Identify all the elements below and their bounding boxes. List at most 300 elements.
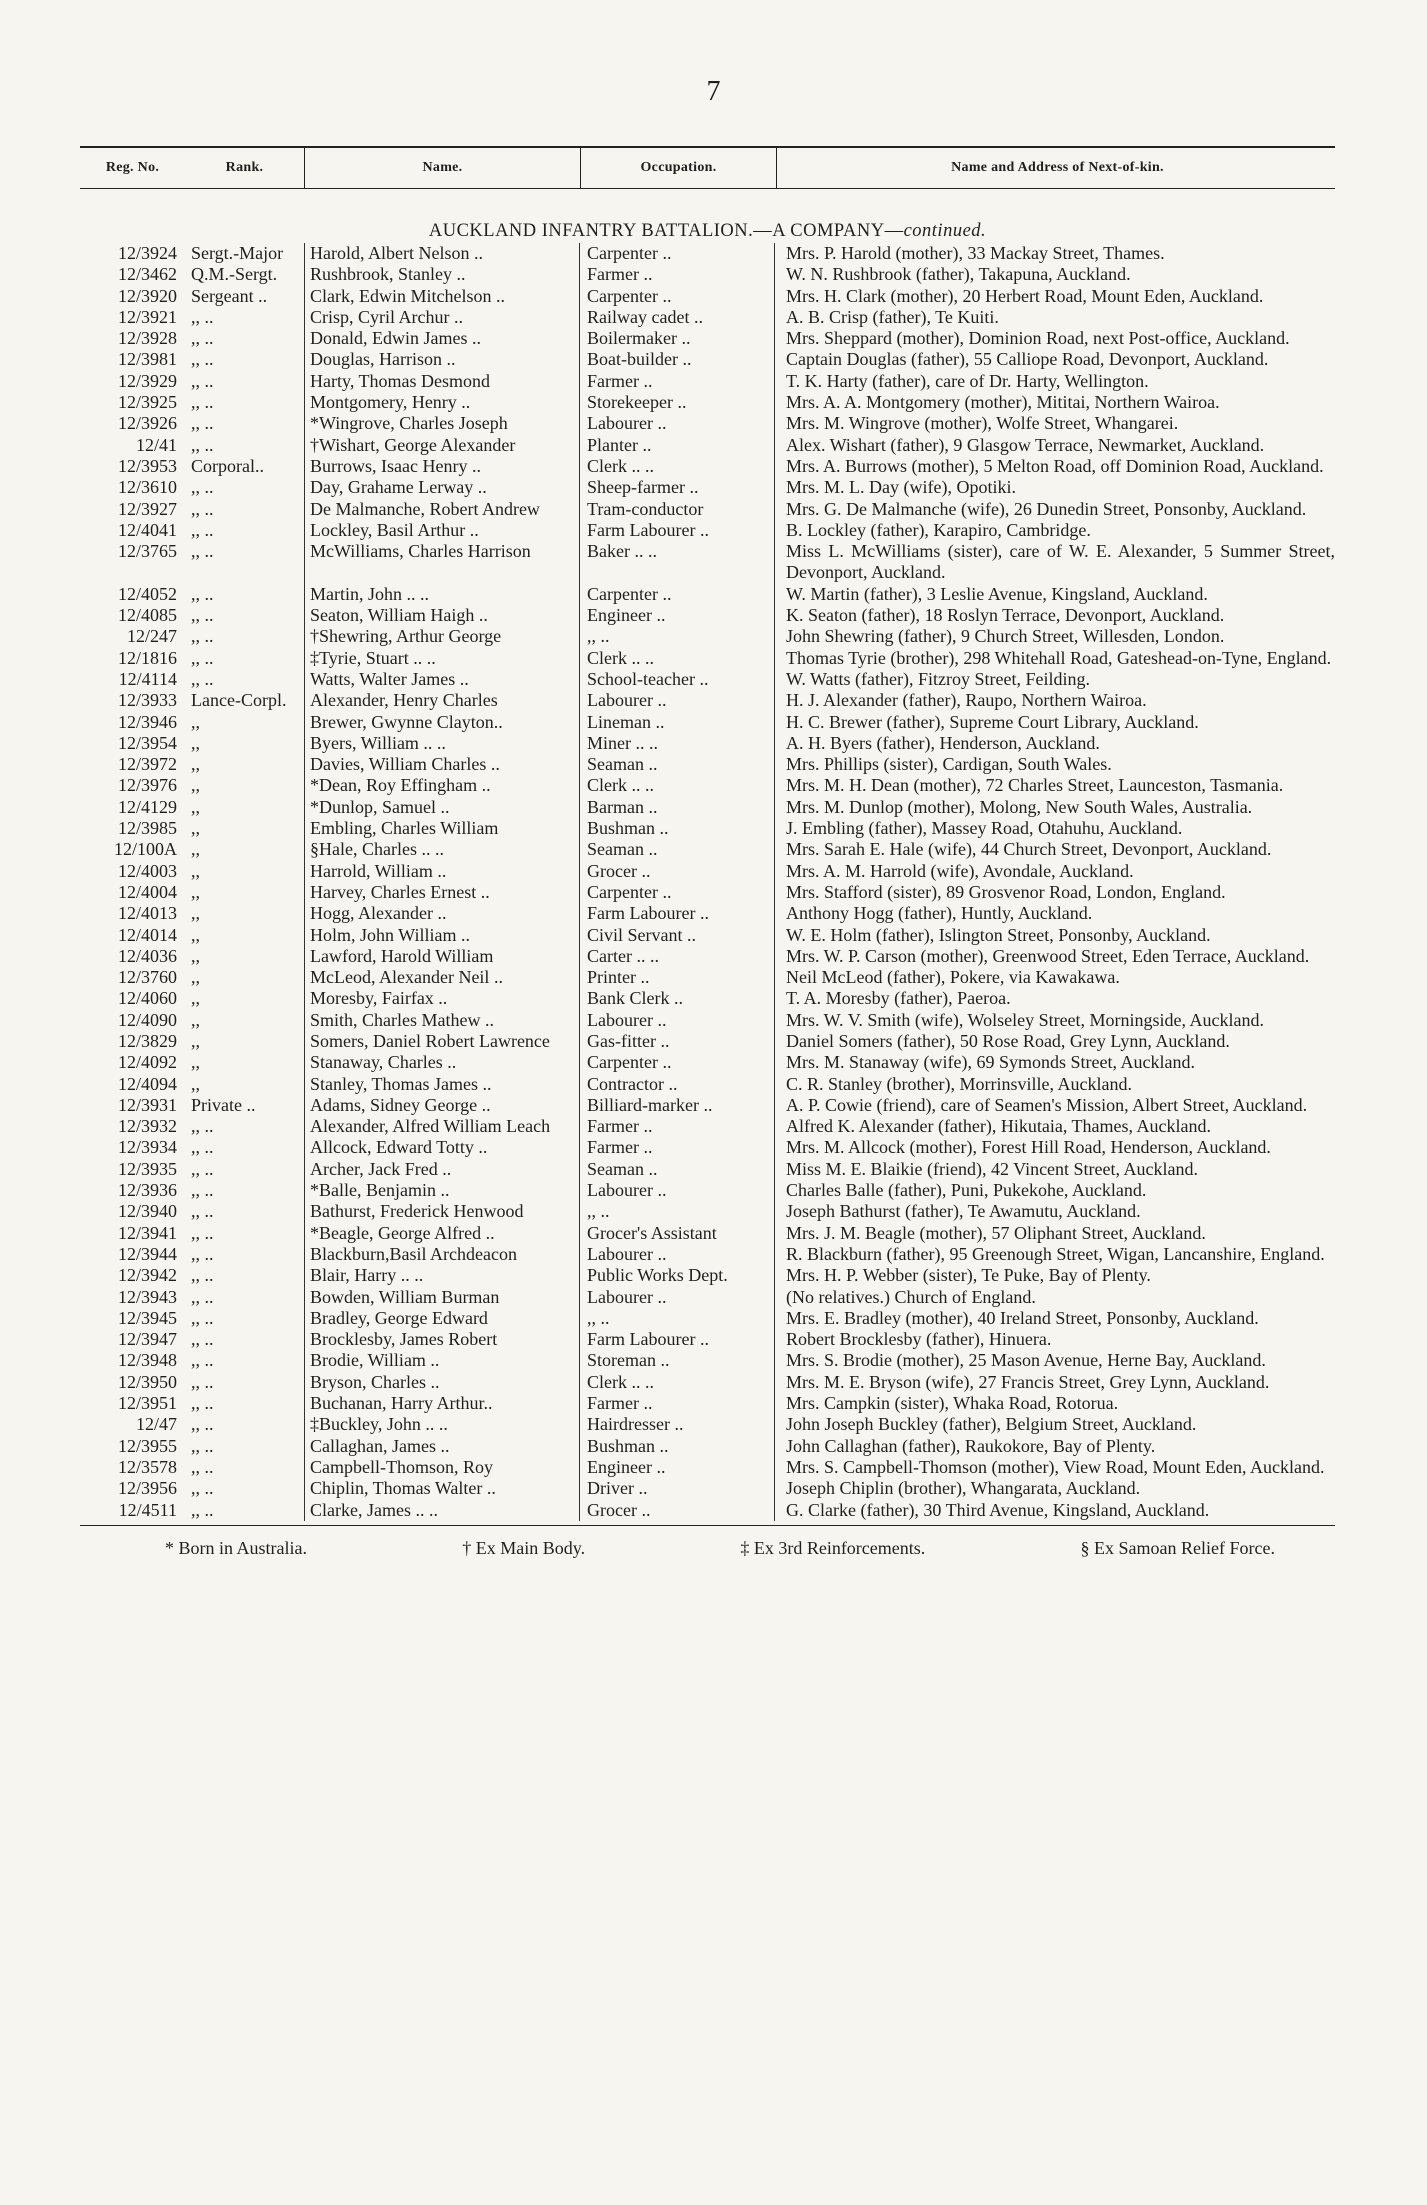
reg-no-cell: 12/3944	[117, 1243, 177, 1264]
table-row	[80, 1372, 1335, 1393]
reg-no-cell: 12/3929	[117, 370, 177, 391]
next-of-kin-cell: Mrs. A. M. Harrold (wife), Avondale, Auckland.	[786, 860, 1134, 881]
name-cell: Stanaway, Charles ..	[310, 1052, 457, 1073]
next-of-kin-cell: H. C. Brewer (father), Supreme Court Library, Auckland.	[786, 711, 1199, 732]
table-row	[80, 1031, 1335, 1052]
rank-cell: ,,	[191, 881, 200, 902]
next-of-kin-cell: Mrs. S. Campbell-Thomson (mother), View Road, Mount Eden, Auckland.	[786, 1456, 1325, 1477]
table-row	[80, 1265, 1335, 1286]
header-occupation: Occupation.	[581, 148, 777, 188]
reg-no-cell: 12/247	[126, 626, 177, 647]
next-of-kin-cell: Mrs. H. P. Webber (sister), Te Puke, Bay of Plenty.	[786, 1265, 1151, 1286]
table-row	[80, 1095, 1335, 1116]
next-of-kin-cell: G. Clarke (father), 30 Third Avenue, Kingsland, Auckland.	[786, 1499, 1210, 1520]
occupation-cell: Labourer ..	[587, 1286, 667, 1307]
next-of-kin-cell: Mrs. M. L. Day (wife), Opotiki.	[786, 477, 1016, 498]
occupation-cell: Grocer ..	[587, 1499, 651, 1520]
next-of-kin-cell: Alex. Wishart (father), 9 Glasgow Terrace, Newmarket, Auckland.	[786, 434, 1265, 455]
reg-no-cell: 12/3956	[117, 1478, 177, 1499]
reg-no-cell: 12/3931	[117, 1094, 177, 1115]
table-row	[80, 1287, 1335, 1308]
name-cell: Alexander, Henry Charles	[310, 690, 498, 711]
name-cell: Bathurst, Frederick Henwood	[310, 1201, 524, 1222]
occupation-cell: Carpenter ..	[587, 285, 672, 306]
reg-no-cell: 12/3950	[117, 1371, 177, 1392]
occupation-cell: Carpenter ..	[587, 583, 672, 604]
nominal-roll-table	[80, 146, 1335, 1559]
next-of-kin-cell: Mrs. Stafford (sister), 89 Grosvenor Road, London, England.	[786, 881, 1226, 902]
reg-no-cell: 12/4085	[117, 605, 177, 626]
reg-no-cell: 12/3921	[117, 306, 177, 327]
table-row	[80, 328, 1335, 349]
table-row	[80, 499, 1335, 520]
occupation-cell: Civil Servant ..	[587, 924, 696, 945]
name-cell: Allcock, Edward Totty ..	[310, 1137, 488, 1158]
table-row	[80, 1137, 1335, 1158]
next-of-kin-cell: Charles Balle (father), Puni, Pukekohe, Auckland.	[786, 1180, 1147, 1201]
rank-cell: ,, ..	[191, 392, 214, 413]
name-cell: §Hale, Charles .. ..	[310, 839, 444, 860]
name-cell: Moresby, Fairfax ..	[310, 988, 448, 1009]
next-of-kin-cell: Mrs. Phillips (sister), Cardigan, South Wales.	[786, 754, 1112, 775]
occupation-cell: Bank Clerk ..	[587, 988, 683, 1009]
reg-no-cell: 12/4041	[117, 519, 177, 540]
table-row	[80, 1308, 1335, 1329]
reg-no-cell: 12/3920	[117, 285, 177, 306]
occupation-cell: Billiard-marker ..	[587, 1094, 713, 1115]
reg-no-cell: 12/3985	[117, 818, 177, 839]
rank-cell: ,, ..	[191, 1222, 214, 1243]
reg-no-cell: 12/4014	[117, 924, 177, 945]
occupation-cell: Boat-builder ..	[587, 349, 692, 370]
name-cell: Embling, Charles William	[310, 818, 499, 839]
occupation-cell: Sheep-farmer ..	[587, 477, 699, 498]
rank-cell: ,, ..	[191, 306, 214, 327]
occupation-cell: Farmer ..	[587, 1137, 653, 1158]
name-cell: McWilliams, Charles Harrison	[310, 541, 531, 562]
table-row	[80, 1244, 1335, 1265]
reg-no-cell: 12/100A	[114, 839, 177, 860]
reg-no-cell: 12/3951	[117, 1393, 177, 1414]
section-title	[80, 219, 1335, 243]
occupation-cell: Contractor ..	[587, 1073, 678, 1094]
name-cell: Bradley, George Edward	[310, 1307, 488, 1328]
next-of-kin-cell: Mrs. M. Dunlop (mother), Molong, New South Wales, Australia.	[786, 796, 1253, 817]
occupation-cell: Farm Labourer ..	[587, 519, 709, 540]
next-of-kin-cell: Mrs. M. Allcock (mother), Forest Hill Road, Henderson, Auckland.	[786, 1137, 1271, 1158]
occupation-cell: Farmer ..	[587, 264, 653, 285]
table-row	[80, 605, 1335, 626]
next-of-kin-cell: Mrs. Sarah E. Hale (wife), 44 Church Street, Devonport, Auckland.	[786, 839, 1272, 860]
rank-cell: ,,	[191, 903, 200, 924]
next-of-kin-cell: Mrs. W. P. Carson (mother), Greenwood Street, Eden Terrace, Auckland.	[786, 945, 1310, 966]
rank-cell: ,, ..	[191, 434, 214, 455]
occupation-cell: Railway cadet ..	[587, 306, 703, 327]
table-row	[80, 584, 1335, 605]
occupation-cell: Labourer ..	[587, 690, 667, 711]
rank-cell: ,,	[191, 1052, 200, 1073]
table-row	[80, 541, 1335, 584]
reg-no-cell: 12/4052	[117, 583, 177, 604]
rank-cell: ,, ..	[191, 1137, 214, 1158]
reg-no-cell: 12/3928	[117, 328, 177, 349]
occupation-cell: Engineer ..	[587, 1456, 666, 1477]
name-cell: Bryson, Charles ..	[310, 1371, 440, 1392]
name-cell: Harrold, William ..	[310, 860, 447, 881]
rank-cell: ,,	[191, 775, 200, 796]
next-of-kin-cell: Miss L. McWilliams (sister), care of W. E. Alexander, 5 Summer Street, Devonport, Auckland.	[786, 541, 1335, 583]
reg-no-cell: 12/3932	[117, 1116, 177, 1137]
next-of-kin-cell: A. B. Crisp (father), Te Kuiti.	[786, 306, 999, 327]
page-number: 7	[706, 76, 721, 107]
table-row	[80, 1116, 1335, 1137]
table-row	[80, 1414, 1335, 1435]
table-row	[80, 520, 1335, 541]
occupation-cell: Tram-conductor	[587, 498, 704, 519]
next-of-kin-cell: John Joseph Buckley (father), Belgium Street, Auckland.	[786, 1414, 1197, 1435]
rank-cell: ,,	[191, 988, 200, 1009]
table-row	[80, 669, 1335, 690]
table-row	[80, 690, 1335, 711]
rank-cell: ,,	[191, 796, 200, 817]
reg-no-cell: 12/4003	[117, 860, 177, 881]
table-row	[80, 1159, 1335, 1180]
next-of-kin-cell: W. N. Rushbrook (father), Takapuna, Auckland.	[786, 264, 1131, 285]
reg-no-cell: 12/3610	[117, 477, 177, 498]
next-of-kin-cell: Mrs. Campkin (sister), Whaka Road, Rotorua.	[786, 1393, 1119, 1414]
table-row	[80, 286, 1335, 307]
rank-cell: ,, ..	[191, 1286, 214, 1307]
name-cell: Smith, Charles Mathew ..	[310, 1009, 494, 1030]
name-cell: Donald, Edwin James ..	[310, 328, 481, 349]
table-row	[80, 988, 1335, 1009]
reg-no-cell: 12/3945	[117, 1307, 177, 1328]
rank-cell: ,, ..	[191, 541, 214, 562]
rank-cell: ,, ..	[191, 1435, 214, 1456]
reg-no-cell: 12/3946	[117, 711, 177, 732]
occupation-cell: Bushman ..	[587, 818, 669, 839]
occupation-cell: Labourer ..	[587, 1243, 667, 1264]
rank-cell: ,,	[191, 754, 200, 775]
occupation-cell: Planter ..	[587, 434, 652, 455]
footnote: † Ex Main Body.	[462, 1537, 586, 1558]
reg-no-cell: 12/3947	[117, 1329, 177, 1350]
rank-cell: Q.M.-Sergt.	[191, 264, 278, 285]
reg-no-cell: 12/3981	[117, 349, 177, 370]
reg-no-cell: 12/3926	[117, 413, 177, 434]
reg-no-cell: 12/3760	[117, 967, 177, 988]
table-row	[80, 392, 1335, 413]
table-row	[80, 839, 1335, 860]
footnote: ‡ Ex 3rd Reinforcements.	[740, 1537, 926, 1558]
table-row	[80, 1457, 1335, 1478]
reg-no-cell: 12/4129	[117, 796, 177, 817]
occupation-cell: Storekeeper ..	[587, 392, 687, 413]
name-cell: *Wingrove, Charles Joseph	[310, 413, 508, 434]
rank-cell: ,, ..	[191, 477, 214, 498]
name-cell: ‡Buckley, John .. ..	[310, 1414, 448, 1435]
rank-cell: ,, ..	[191, 626, 214, 647]
next-of-kin-cell: Mrs. Sheppard (mother), Dominion Road, next Post-office, Auckland.	[786, 328, 1290, 349]
occupation-cell: Carter .. ..	[587, 945, 659, 966]
name-cell: Archer, Jack Fred ..	[310, 1158, 452, 1179]
name-cell: Harvey, Charles Ernest ..	[310, 881, 490, 902]
name-cell: *Dean, Roy Effingham ..	[310, 775, 491, 796]
name-cell: Clarke, James .. ..	[310, 1499, 438, 1520]
name-cell: Harold, Albert Nelson ..	[310, 243, 483, 263]
name-cell: Bowden, William Burman	[310, 1286, 500, 1307]
occupation-cell: Baker .. ..	[587, 541, 657, 562]
name-cell: *Dunlop, Samuel ..	[310, 796, 450, 817]
rank-cell: ,, ..	[191, 519, 214, 540]
next-of-kin-cell: Joseph Bathurst (father), Te Awamutu, Auckland.	[786, 1201, 1141, 1222]
reg-no-cell: 12/41	[135, 434, 177, 455]
reg-no-cell: 12/4060	[117, 988, 177, 1009]
reg-no-cell: 12/3953	[117, 455, 177, 476]
name-cell: Seaton, William Haigh ..	[310, 605, 488, 626]
reg-no-cell: 12/3948	[117, 1350, 177, 1371]
reg-no-cell: 12/1816	[117, 647, 177, 668]
rank-cell: ,,	[191, 1073, 200, 1094]
rank-cell: ,, ..	[191, 1371, 214, 1392]
table-row	[80, 775, 1335, 796]
name-cell: Montgomery, Henry ..	[310, 392, 471, 413]
occupation-cell: Printer ..	[587, 967, 650, 988]
name-cell: Stanley, Thomas James ..	[310, 1073, 492, 1094]
reg-no-cell: 12/4092	[117, 1052, 177, 1073]
table-row	[80, 435, 1335, 456]
occupation-cell: Clerk .. ..	[587, 455, 654, 476]
name-cell: Brodie, William ..	[310, 1350, 440, 1371]
next-of-kin-cell: Mrs. M. Wingrove (mother), Wolfe Street, Whangarei.	[786, 413, 1179, 434]
next-of-kin-cell: Mrs. A. A. Montgomery (mother), Mititai, Northern Wairoa.	[786, 392, 1220, 413]
reg-no-cell: 12/3954	[117, 732, 177, 753]
table-row	[80, 903, 1335, 924]
reg-no-cell: 12/3941	[117, 1222, 177, 1243]
rank-cell: ,, ..	[191, 349, 214, 370]
name-cell: Watts, Walter James ..	[310, 668, 469, 689]
rank-cell: ,,	[191, 711, 200, 732]
table-row	[80, 1350, 1335, 1371]
next-of-kin-cell: Mrs. S. Brodie (mother), 25 Mason Avenue, Herne Bay, Auckland.	[786, 1350, 1266, 1371]
rank-cell: Lance-Corpl.	[191, 690, 287, 711]
occupation-cell: Farmer ..	[587, 1393, 653, 1414]
name-cell: Hogg, Alexander ..	[310, 903, 447, 924]
occupation-cell: Farm Labourer ..	[587, 903, 709, 924]
occupation-cell: Bushman ..	[587, 1435, 669, 1456]
rank-cell: ,,	[191, 924, 200, 945]
footnote: * Born in Australia.	[165, 1537, 307, 1558]
rank-cell: ,,	[191, 839, 200, 860]
occupation-cell: ,, ..	[587, 626, 610, 647]
table-row	[80, 1074, 1335, 1095]
reg-no-cell: 12/3955	[117, 1435, 177, 1456]
table-row	[80, 626, 1335, 647]
table-row	[80, 1010, 1335, 1031]
next-of-kin-cell: Mrs. P. Harold (mother), 33 Mackay Street, Thames.	[786, 243, 1165, 263]
name-cell: †Shewring, Arthur George	[310, 626, 502, 647]
name-cell: Clark, Edwin Mitchelson ..	[310, 285, 505, 306]
table-row	[80, 349, 1335, 370]
rank-cell: ,,	[191, 1009, 200, 1030]
rank-cell: ,, ..	[191, 1158, 214, 1179]
name-cell: Alexander, Alfred William Leach	[310, 1116, 551, 1137]
name-cell: Holm, John William ..	[310, 924, 470, 945]
name-cell: Byers, William .. ..	[310, 732, 446, 753]
name-cell: Brocklesby, James Robert	[310, 1329, 498, 1350]
rank-cell: ,, ..	[191, 583, 214, 604]
next-of-kin-cell: W. Martin (father), 3 Leslie Avenue, Kingsland, Auckland.	[786, 583, 1208, 604]
occupation-cell: Storeman ..	[587, 1350, 670, 1371]
table-row	[80, 1329, 1335, 1350]
rank-cell: ,, ..	[191, 605, 214, 626]
next-of-kin-cell: Mrs. H. Clark (mother), 20 Herbert Road, Mount Eden, Auckland.	[786, 285, 1264, 306]
table-row	[80, 1180, 1335, 1201]
name-cell: Blackburn,Basil Archdeacon	[310, 1243, 517, 1264]
name-cell: Brewer, Gwynne Clayton..	[310, 711, 503, 732]
reg-no-cell: 12/3943	[117, 1286, 177, 1307]
next-of-kin-cell: Mrs. A. Burrows (mother), 5 Melton Road, off Dominion Road, Auckland.	[786, 455, 1324, 476]
table-row	[80, 243, 1335, 264]
name-cell: Davies, William Charles ..	[310, 754, 500, 775]
rank-cell: ,, ..	[191, 370, 214, 391]
occupation-cell: Carpenter ..	[587, 881, 672, 902]
rank-cell: ,,	[191, 860, 200, 881]
next-of-kin-cell: T. K. Harty (father), care of Dr. Harty, Wellington.	[786, 370, 1149, 391]
name-cell: *Balle, Benjamin ..	[310, 1180, 450, 1201]
occupation-cell: Driver ..	[587, 1478, 648, 1499]
footnotes	[80, 1526, 1335, 1559]
name-cell: Chiplin, Thomas Walter ..	[310, 1478, 496, 1499]
next-of-kin-cell: Thomas Tyrie (brother), 298 Whitehall Road, Gateshead-on-Tyne, England.	[786, 647, 1332, 668]
reg-no-cell: 12/4114	[118, 668, 177, 689]
table-row	[80, 477, 1335, 498]
rank-cell: ,, ..	[191, 1393, 214, 1414]
next-of-kin-cell: Miss M. E. Blaikie (friend), 42 Vincent Street, Auckland.	[786, 1158, 1199, 1179]
next-of-kin-cell: Daniel Somers (father), 50 Rose Road, Grey Lynn, Auckland.	[786, 1030, 1230, 1051]
occupation-cell: Clerk .. ..	[587, 1371, 654, 1392]
name-cell: Harty, Thomas Desmond	[310, 370, 490, 391]
next-of-kin-cell: John Shewring (father), 9 Church Street, Willesden, London.	[786, 626, 1225, 647]
reg-no-cell: 12/4090	[117, 1009, 177, 1030]
name-cell: McLeod, Alexander Neil ..	[310, 967, 503, 988]
next-of-kin-cell: Captain Douglas (father), 55 Calliope Road, Devonport, Auckland.	[786, 349, 1269, 370]
table-body	[80, 243, 1335, 1521]
name-cell: Buchanan, Harry Arthur..	[310, 1393, 493, 1414]
occupation-cell: Clerk .. ..	[587, 775, 654, 796]
rank-cell: Sergeant ..	[191, 285, 268, 306]
table-row	[80, 882, 1335, 903]
occupation-cell: Hairdresser ..	[587, 1414, 684, 1435]
next-of-kin-cell: Joseph Chiplin (brother), Whangarata, Auckland.	[786, 1478, 1141, 1499]
rank-cell: ,, ..	[191, 668, 214, 689]
name-cell: Day, Grahame Lerway ..	[310, 477, 487, 498]
table-row	[80, 1201, 1335, 1222]
table-row	[80, 648, 1335, 669]
table-row	[80, 797, 1335, 818]
next-of-kin-cell: Anthony Hogg (father), Huntly, Auckland.	[786, 903, 1093, 924]
next-of-kin-cell: J. Embling (father), Massey Road, Otahuhu, Auckland.	[786, 818, 1183, 839]
next-of-kin-cell: Mrs. E. Bradley (mother), 40 Ireland Street, Ponsonby, Auckland.	[786, 1307, 1259, 1328]
next-of-kin-cell: B. Lockley (father), Karapiro, Cambridge.	[786, 519, 1091, 540]
table-header	[80, 148, 1335, 189]
name-cell: ‡Tyrie, Stuart .. ..	[310, 647, 436, 668]
header-next-of-kin: Name and Address of Next-of-kin.	[951, 160, 1164, 175]
next-of-kin-cell: Mrs. J. M. Beagle (mother), 57 Oliphant Street, Auckland.	[786, 1222, 1206, 1243]
table-row	[80, 733, 1335, 754]
rank-cell: ,, ..	[191, 1265, 214, 1286]
reg-no-cell: 12/3940	[117, 1201, 177, 1222]
name-cell: Somers, Daniel Robert Lawrence	[310, 1030, 550, 1051]
rank-cell: ,, ..	[191, 1201, 214, 1222]
section-title-text: AUCKLAND INFANTRY BATTALION.—A COMPANY—	[428, 221, 904, 241]
rank-cell: ,,	[191, 1030, 200, 1051]
name-cell: †Wishart, George Alexander	[310, 434, 516, 455]
table-row	[80, 754, 1335, 775]
table-row	[80, 861, 1335, 882]
occupation-cell: ,, ..	[587, 1307, 610, 1328]
rank-cell: ,,	[191, 732, 200, 753]
table-row	[80, 1436, 1335, 1457]
header-reg-no: Reg. No.	[105, 160, 160, 175]
occupation-cell: Barman ..	[587, 796, 658, 817]
name-cell: Crisp, Cyril Archur ..	[310, 306, 463, 327]
table-row	[80, 1393, 1335, 1414]
occupation-cell: Grocer ..	[587, 860, 651, 881]
next-of-kin-cell: Mrs. M. H. Dean (mother), 72 Charles Street, Launceston, Tasmania.	[786, 775, 1284, 796]
reg-no-cell: 12/4013	[117, 903, 177, 924]
occupation-cell: Engineer ..	[587, 605, 666, 626]
reg-no-cell: 12/3927	[117, 498, 177, 519]
reg-no-cell: 12/4511	[118, 1499, 177, 1520]
next-of-kin-cell: K. Seaton (father), 18 Roslyn Terrace, Devonport, Auckland.	[786, 605, 1225, 626]
occupation-cell: Carpenter ..	[587, 243, 672, 263]
reg-no-cell: 12/3972	[117, 754, 177, 775]
reg-no-cell: 12/4036	[117, 945, 177, 966]
rank-cell: ,,	[191, 967, 200, 988]
table-row	[80, 925, 1335, 946]
rank-cell: ,, ..	[191, 1456, 214, 1477]
table-row	[80, 371, 1335, 392]
rank-cell: ,, ..	[191, 1307, 214, 1328]
reg-no-cell: 12/3933	[117, 690, 177, 711]
section-continued: continued.	[903, 221, 987, 241]
occupation-cell: Clerk .. ..	[587, 647, 654, 668]
reg-no-cell: 12/3765	[117, 541, 177, 562]
occupation-cell: Seaman ..	[587, 1158, 658, 1179]
reg-no-cell: 12/4004	[117, 881, 177, 902]
reg-no-cell: 12/47	[135, 1414, 177, 1435]
footnote: § Ex Samoan Relief Force.	[1080, 1537, 1275, 1558]
reg-no-cell: 12/3934	[117, 1137, 177, 1158]
reg-no-cell: 12/4094	[117, 1073, 177, 1094]
rank-cell: ,, ..	[191, 1243, 214, 1264]
table-row	[80, 1478, 1335, 1499]
rank-cell: ,, ..	[191, 1180, 214, 1201]
next-of-kin-cell: Mrs. W. V. Smith (wife), Wolseley Street, Morningside, Auckland.	[786, 1009, 1265, 1030]
header-name: Name.	[305, 148, 581, 188]
rank-cell: ,, ..	[191, 1414, 214, 1435]
rank-cell: ,, ..	[191, 647, 214, 668]
reg-no-cell: 12/3924	[117, 243, 177, 263]
name-cell: Lockley, Basil Arthur ..	[310, 519, 479, 540]
next-of-kin-cell: A. P. Cowie (friend), care of Seamen's Mission, Albert Street, Auckland.	[786, 1094, 1308, 1115]
table-row	[80, 1052, 1335, 1073]
rank-cell: ,,	[191, 818, 200, 839]
next-of-kin-cell: John Callaghan (father), Raukokore, Bay of Plenty.	[786, 1435, 1156, 1456]
occupation-cell: Public Works Dept.	[587, 1265, 728, 1286]
rank-cell: Sergt.-Major	[191, 243, 284, 263]
